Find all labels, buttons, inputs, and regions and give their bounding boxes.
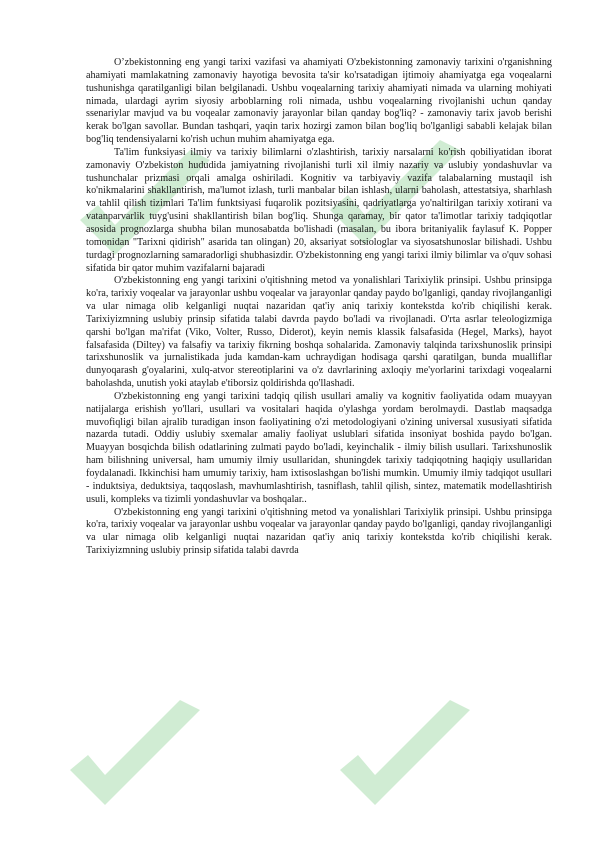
document-body [86, 57, 552, 558]
paragraph: O'zbekistonning eng yangi tarixini tadqiq qilish usullari amaliy va kognitiv faoliyatida odam muayyan natijalarga erishish yo'llari, usullari va vositalari haqida o'ylashga yordam berolmaydi. Dastlab maqsadga muvofiqligi bilan ajralib turadigan inson faoliyatining o'zi metodologiyani o'zining universal xususiyati sifatida nazarda tutadi. Oddiy uslubiy sxemalar amaliy faoliyat uslublari sifatida insoniyat boshida paydo bo'lgan. Muayyan bosqichda bilish odatlarining zulmati paydo bo'ladi, keyinchalik - ilmiy bilish usullari. Tarixshunoslik ham bilishning universal, ham umumiy ilmiy usullaridan, shuningdek tarixiy tadqiqotning haqiqiy usullaridan foydalanadi. Ikkinchisi ham umumiy tarixiy, ham ixtisoslashgan bo'lishi mumkin. Umumiy ilmiy tadqiqot usullari - induktsiya, deduktsiya, taqqoslash, mavhumlashtirish, tasniflash, tahlil qilish, sintez, matematik modellashtirish usuli, kompleks va tizimli yondashuvlar va boshqalar.. [86, 390, 552, 505]
paragraph: O’zbekistonning eng yangi tarixi vazifasi va ahamiyati O'zbekistonning zamonaviy tarixini o'rganishning ahamiyati mamlakatning zamonaviy hayotiga bevosita ta'sir ko'rsatadigan ijtimoiy ahamiyatga ega voqealarni tushunishga qaratilganligi bilan belgilanadi. Ushbu voqealarning tarixiy ahamiyati nimada va ularning mohiyati nimada, ulardagi ayrim siyosiy arboblarning roli nimada, ushbu voqealarning rivojlanishi uchun qanday ssenariylar mavjud va bu voqealar zamonaviy jarayonlar bilan qanday bog'liq? - zamonaviy tarix javob berishi kerak bo'lgan savollar. Bundan tashqari, yaqin tarix hozirgi zamon bilan bog'liq bo'lganligi sababli kelajak bilan bog'liq tendensiyalarni ko'rish uchun muhim ahamiyatga ega. [86, 57, 552, 146]
paragraph: Ta'lim funksiyasi ilmiy va tarixiy bilimlarni o'zlashtirish, tarixiy narsalarni ko'rish qobiliyatidan iborat zamonaviy O'zbekiston hududida jamiyatning rivojlanishi turli xil ilmiy nazariy va uslubiy yondashuvlar va tushunchalar prizmasi orqali amalga oshiriladi. Kognitiv va tarbiyaviy vazifa talabalarning mustaqil ish ko'nikmalarini shakllantirish, ma'lumot izlash, turli manbalar bilan ishlash, ularni baholash, attestatsiya, sharhlash va tahlil qilish tizimlari Ta'lim funktsiyasi fuqarolik pozitsiyasini, qadriyatlarga yo'naltirilgan tarixiy xotirani va vatanparvarlik tuyg'usini shakllantirish bilan bog'liq. Shunga qaramay, bir qator ta'limotlar tarixiy tadqiqotlar asosida prognozlarga shubha bilan munosabatda bo'lishadi (masalan, bu ibora britaniyalik faylasuf K. Popper tomonidan "Tarixni qidirish" asarida tan olingan) 20, aksariyat sotsiologlar va siyosatshunoslar bilishadi. Ushbu turdagi prognozlarning samaradorligi shubhasizdir. O'zbekistonning eng yangi tarixi ilmiy bilimlar va o'quv sohasi sifatida bir qator muhim vazifalarni bajaradi [86, 146, 552, 274]
check-watermark-icon [330, 700, 480, 820]
paragraph: O'zbekistonning eng yangi tarixini o'qitishning metod va yonalishlari Tarixiylik prinsipi. Ushbu prinsipga ko'ra, tarixiy voqealar va jarayonlar ushbu voqealar va jarayonlar qanday paydo bo'lganligi, qanday rivojlanganligi va ular nimaga olib kelganligi nuqtai nazaridan qat'iy aniq tarixiy kontekstda ko'rib chiqilishi kerak. Tarixiyizmning uslubiy prinsip sifatida talabi davrda [86, 506, 552, 557]
check-watermark-icon [60, 700, 210, 820]
paragraph: O'zbekistonning eng yangi tarixini o'qitishning metod va yonalishlari Tarixiylik prinsipi. Ushbu prinsipga ko'ra, tarixiy voqealar va jarayonlar ushbu voqealar va jarayonlar qanday paydo bo'lganligi, qanday rivojlanganligi va ular nimaga olib kelganligi nuqtai nazaridan qat'iy aniq tarixiy kontekstda ko'rib chiqilishi kerak. Tarixiyizmning uslubiy prinsip sifatida talabi davrda paydo bo'ladi va rivojlanadi. O'rta asrlar teleologizmiga qarshi bo'lgan ma'rifat (Viko, Volter, Russo, Diderot), keyin nemis klassik falsafasida (Hegel, Marks), hayot falsafasida (Diltey) va falsafiy va tarixiy fikrning boshqa sohalarida. Zamonaviy talqinda tarixshunoslik prinsipi tarixshunoslik va jurnalistikada juda kamdan-kam uchraydigan hodisaga qarshi qaratilgan, bunda mualliflar dunyoqarash g'oyalarini, xulq-atvor stereotiplarini va o'z davrlarining axloqiy me'yorlarini tarixdagi voqealarni baholashda, unutish yoki ataylab e'tiborsiz qoldirishda qo'llashadi. [86, 275, 552, 390]
